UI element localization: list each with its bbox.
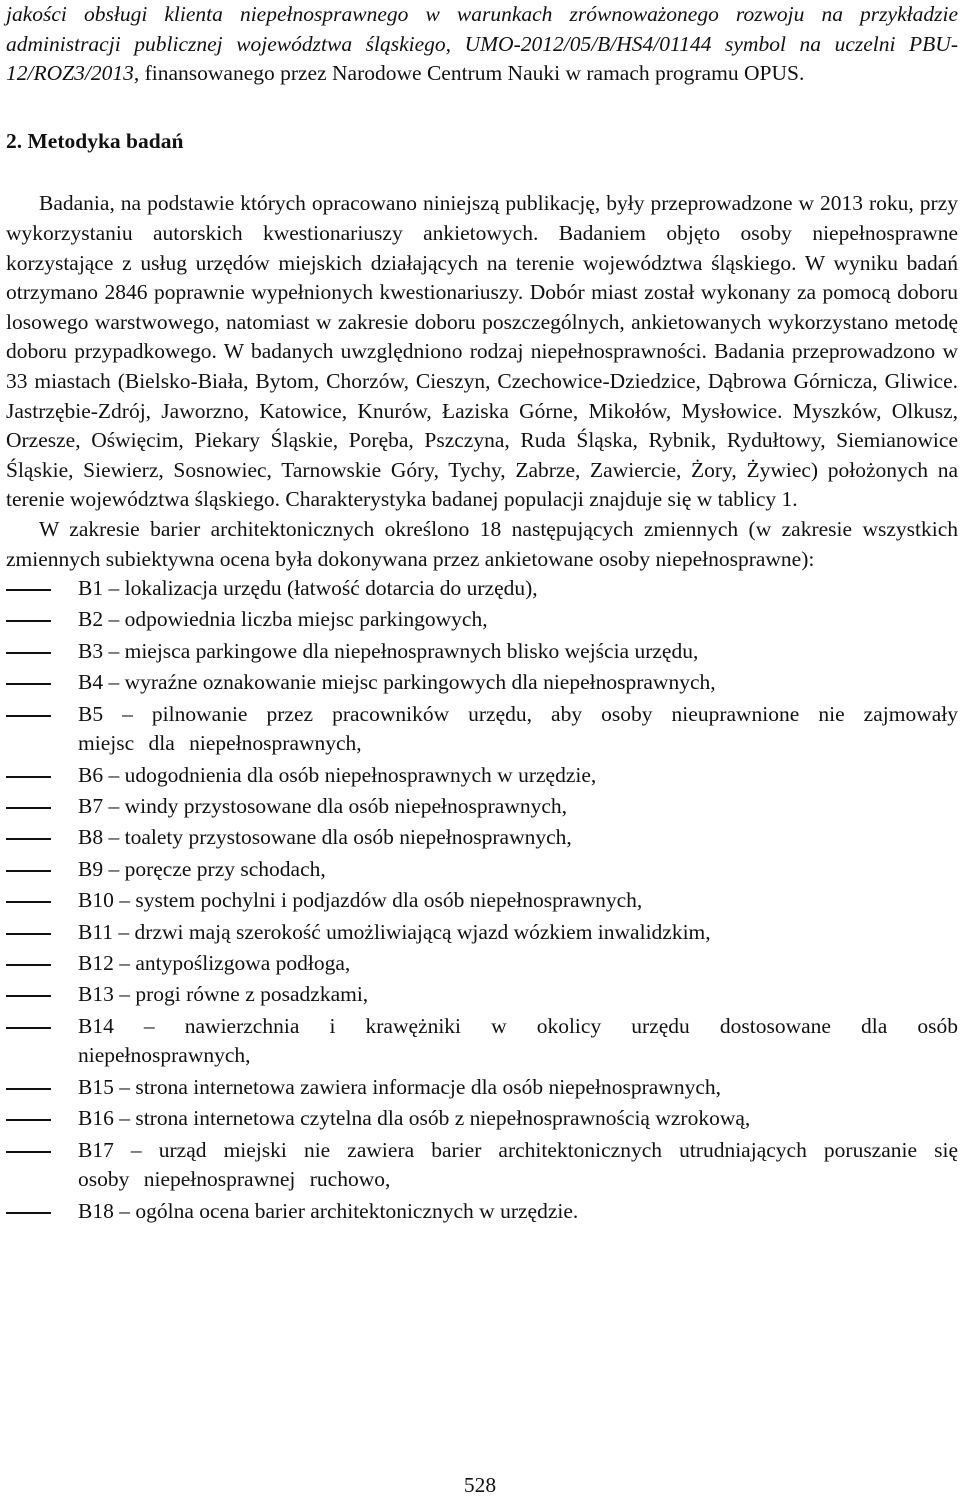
list-item: B7 – windy przystosowane dla osób niepełnosprawnych, [78, 794, 568, 819]
page-number: 528 [463, 1473, 497, 1497]
list-item: B15 – strona internetowa zawiera informacje dla osób niepełnosprawnych, [78, 1074, 721, 1099]
section-heading: 2. Metodyka badań [6, 128, 184, 153]
list-item: B6 – udogodnienia dla osób niepełnosprawnych w urzędzie, [78, 762, 597, 787]
list-item: B13 – progi równe z posadzkami, [78, 982, 369, 1007]
list-item: B16 – strona internetowa czytelna dla osób z niepełnosprawnością wzrokową, [78, 1106, 751, 1131]
intro-paragraph [6, 0, 958, 89]
methodology-paragraph: Badania, na podstawie których opracowano niniejszą publikację, były przeprowadzone w 2013 roku, przy wykorzystaniu autorskich kwestionariuszy ankietowych. Badaniem objęto osoby niepełnosprawne korzystające z usług urzędów miejskich działających na terenie województwa śląskiego. W wyniku badań otrzymano 2846 poprawnie wypełnionych kwestionariuszy. Dobór miast został wykonany za pomocą doboru losowego warstwowego, natomiast w zakresie doboru poszczególnych, ankietowanych wykorzystano metodę doboru przypadkowego. W badanych uwzględniono rodzaj niepełnosprawności. Badania przeprowadzono w 33 miastach (Bielsko-Biała, Bytom, Chorzów, Cieszyn, Czechowice-Dziedzice, Dąbrowa Górnicza, Gliwice. Jastrzębie-Zdrój, Jaworzno, Katowice, Knurów, Łaziska Górne, Mikołów, Mysłowice. Myszków, Olkusz, Orzesze, Oświęcim, Piekary Śląskie, Poręba, Pszczyna, Ruda Śląska, Rybnik, Rydułtowy, Siemianowice Śląskie, Siewierz, Sosnowiec, Tarnowskie Góry, Tychy, Zabrze, Zawiercie, Żory, Żywiec) położonych na terenie województwa śląskiego. Charakterystyka badanej populacji znajduje się w tablicy 1. [6, 191, 958, 512]
project-funding-text: , finansowanego przez Narodowe Centrum Nauki w ramach programu OPUS. [133, 61, 805, 86]
list-item: B3 – miejsca parkingowe dla niepełnosprawnych blisko wejścia urzędu, [78, 638, 699, 663]
list-item: B10 – system pochylni i podjazdów dla osób niepełnosprawnych, [78, 888, 643, 913]
list-item: B12 – antypoślizgowa podłoga, [78, 950, 351, 975]
variables-list [6, 574, 958, 1226]
list-item: B11 – drzwi mają szerokość umożliwiającą wjazd wózkiem inwalidzkim, [78, 919, 711, 944]
list-item: B17 – urząd miejski nie zawiera barier architektonicznych utrudniających poruszanie się osoby niepełnosprawnej ruchowo, [78, 1137, 958, 1192]
document-page [6, 0, 958, 1228]
variables-intro-paragraph: W zakresie barier architektonicznych określono 18 następujących zmiennych (w zakresie wszystkich zmiennych subiektywna ocena była dokonywana przez ankietowane osoby niepełnosprawne): [6, 516, 958, 571]
list-item: B1 – lokalizacja urzędu (łatwość dotarcia do urzędu), [78, 576, 538, 601]
list-item: B2 – odpowiednia liczba miejsc parkingowych, [78, 607, 488, 632]
list-item: B5 – pilnowanie przez pracowników urzędu, aby osoby nieuprawnione nie zajmowały miejsc dla niepełnosprawnych, [78, 701, 958, 756]
list-item: B4 – wyraźne oznakowanie miejsc parkingowych dla niepełnosprawnych, [78, 670, 716, 695]
project-title-italic: jakości obsługi klienta niepełnosprawnego w warunkach zrównoważonego rozwoju na przykładzie administracji publicznej województwa śląskiego, UMO-2012/05/B/HS4/01144 symbol na uczelni PBU-12/ROZ3/2013 [6, 2, 958, 86]
list-item: B14 – nawierzchnia i krawężniki w okolicy urzędu dostosowane dla osób niepełnosprawnych, [78, 1013, 958, 1068]
list-item: B18 – ogólna ocena barier architektonicznych w urzędzie. [78, 1198, 579, 1223]
list-item: B8 – toalety przystosowane dla osób niepełnosprawnych, [78, 825, 572, 850]
list-item: B9 – poręcze przy schodach, [78, 856, 326, 881]
